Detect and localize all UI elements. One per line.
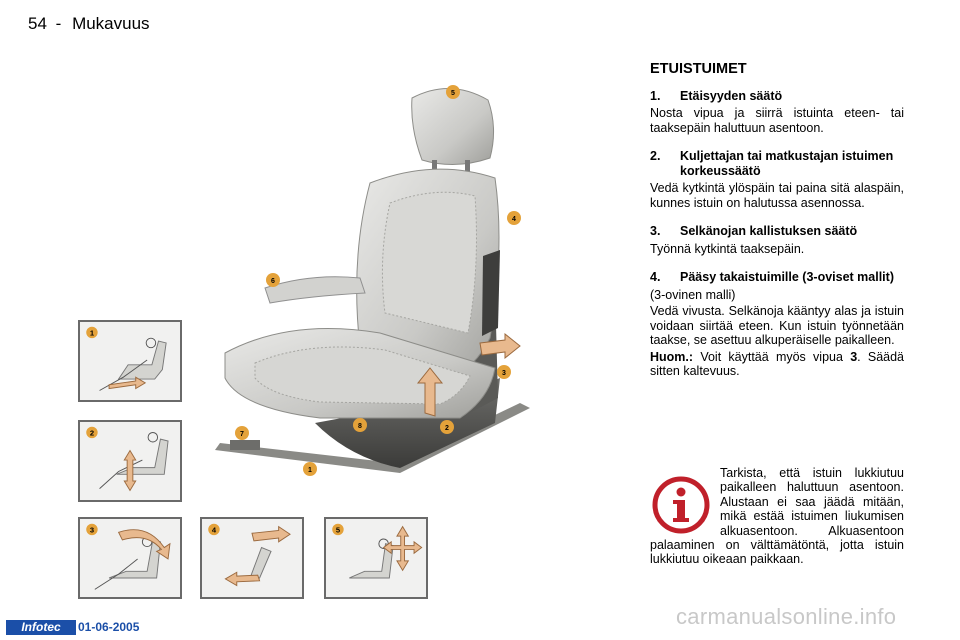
main-title: ETUISTUIMET — [650, 61, 747, 77]
callout-7: 7 — [240, 431, 244, 438]
section-4-subtitle: (3-ovinen malli) — [650, 287, 736, 302]
thumbnail-5 — [324, 517, 428, 599]
section-1-text: Nosta vipua ja siirrä istuinta eteen- tai taaksepäin haluttuun asentoon. — [650, 106, 904, 135]
callout-5: 5 — [451, 90, 455, 97]
page-number: 54 — [28, 14, 47, 33]
section-1-heading: Etäisyyden säätö — [680, 88, 783, 103]
page-header — [28, 14, 150, 34]
thumbnail-4 — [200, 517, 304, 599]
header-dash: - — [55, 14, 62, 33]
info-box — [650, 466, 904, 567]
infotec-logo: Infotec — [6, 620, 76, 635]
section-3 — [650, 224, 904, 256]
info-icon — [650, 474, 712, 536]
footer-date: 01-06-2005 — [78, 620, 140, 634]
section-4-note — [650, 350, 904, 379]
thumbnail-2 — [78, 420, 182, 502]
callout-6: 6 — [271, 278, 275, 285]
section-4-number: 4. — [650, 270, 661, 284]
section-3-number: 3. — [650, 224, 661, 238]
callout-8: 8 — [358, 423, 362, 430]
section-3-text: Työnnä kytkintä taaksepäin. — [650, 241, 805, 256]
thumbnail-1-number: 1 — [89, 328, 95, 338]
section-4-heading: Pääsy takaistuimille (3-oviset mallit) — [680, 270, 894, 284]
note-label: Huom.: — [650, 349, 694, 364]
section-2 — [650, 149, 904, 210]
callout-3: 3 — [502, 370, 506, 377]
thumbnail-2-number: 2 — [89, 428, 95, 438]
section-2-text: Vedä kytkintä ylöspäin tai paina sitä alaspäin, kunnes istuin on halutussa asennossa. — [650, 181, 904, 210]
section-2-heading: Kuljettajan tai matkustajan istuimen korkeussäätö — [680, 149, 894, 178]
thumbnail-1 — [78, 320, 182, 402]
section-3-heading: Selkänojan kallistuksen säätö — [680, 224, 858, 238]
callout-1: 1 — [308, 467, 312, 474]
note-text-end: . Säädä sitten kaltevuus. — [650, 349, 904, 378]
section-1 — [650, 89, 904, 136]
callout-4: 4 — [512, 216, 516, 223]
section-4-text: Vedä vivusta. Selkänoja kääntyy alas ja istuin voidaan siirtää eteen. Kun istuin työnnetään taakse, se asettuu alkuperäiselle paikalleen. — [650, 304, 904, 347]
section-4 — [650, 270, 904, 379]
section-title: Mukavuus — [72, 14, 150, 33]
note-ref: 3 — [850, 349, 858, 364]
thumbnail-3-number: 3 — [89, 525, 95, 535]
thumbnail-4-number: 4 — [211, 525, 217, 535]
info-text: Tarkista, että istuin lukkiutuu paikalleen haluttuun asentoon. Alustaan ei saa jäädä mitään, mikä estää istuimen liukumisen alkuasentoon. Alkuasentoon palaaminen on välttämätöntä, jotta istuin lukkiutuu oikeaan paikkaan. — [650, 466, 904, 567]
thumbnail-3 — [78, 517, 182, 599]
text-column — [650, 62, 904, 393]
callout-2: 2 — [445, 425, 449, 432]
thumbnail-5-number: 5 — [335, 525, 341, 535]
seat-illustration — [200, 78, 540, 498]
watermark: carmanualsonline.info — [676, 604, 897, 629]
section-1-number: 1. — [650, 88, 661, 103]
section-2-number: 2. — [650, 149, 661, 163]
note-text: Voit käyttää myös vipua — [700, 349, 843, 364]
